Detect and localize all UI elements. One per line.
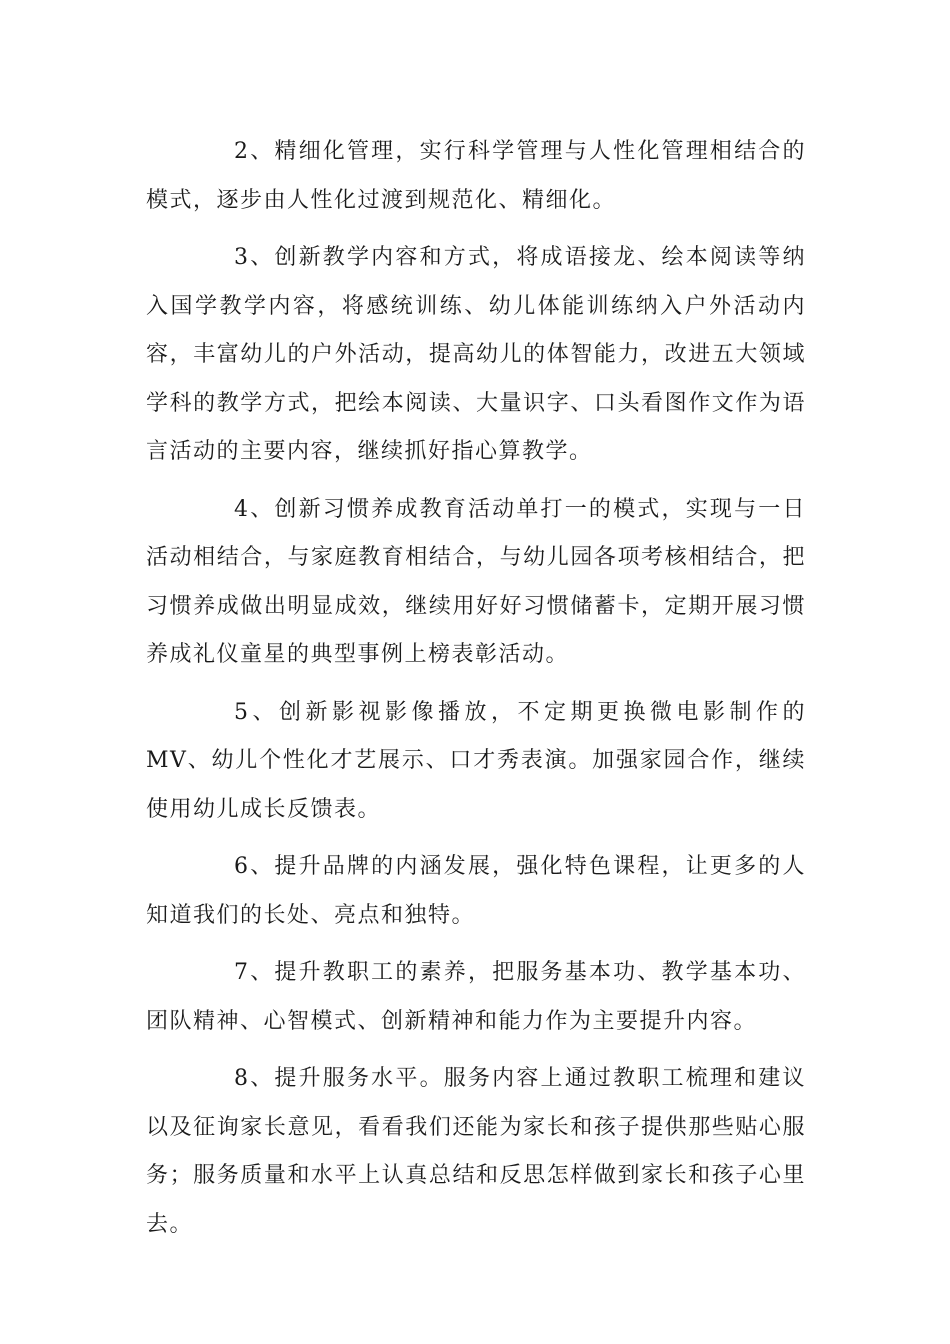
paragraph-item-6: 6、提升品牌的内涵发展，强化特色课程，让更多的人知道我们的长处、亮点和独特。	[146, 854, 806, 928]
paragraph-item-8: 8、提升服务水平。服务内容上通过教职工梳理和建议以及征询家长意见，看看我们还能为家长和孩子提供那些贴心服务；服务质量和水平上认真总结和反思怎样做到家长和孩子心里去。	[146, 1066, 806, 1237]
paragraph-item-5: 5、创新影视影像播放，不定期更换微电影制作的MV、幼儿个性化才艺展示、口才秀表演。加强家园合作，继续使用幼儿成长反馈表。	[146, 699, 806, 822]
paragraph-item-7: 7、提升教职工的素养，把服务基本功、教学基本功、团队精神、心智模式、创新精神和能力作为主要提升内容。	[146, 960, 806, 1034]
paragraph-item-3: 3、创新教学内容和方式，将成语接龙、绘本阅读等纳入国学教学内容，将感统训练、幼儿体能训练纳入户外活动内容，丰富幼儿的户外活动，提高幼儿的体智能力，改进五大领域学科的教学方式，把绘本阅读、大量识字、口头看图作文作为语言活动的主要内容，继续抓好指心算教学。	[146, 245, 806, 464]
paragraph-item-4: 4、创新习惯养成教育活动单打一的模式，实现与一日活动相结合，与家庭教育相结合，与幼儿园各项考核相结合，把习惯养成做出明显成效，继续用好好习惯储蓄卡，定期开展习惯养成礼仪童星的典型事例上榜表彰活动。	[146, 496, 806, 667]
document-body	[146, 128, 806, 1258]
paragraph-item-2: 2、精细化管理，实行科学管理与人性化管理相结合的模式，逐步由人性化过渡到规范化、精细化。	[146, 139, 806, 213]
